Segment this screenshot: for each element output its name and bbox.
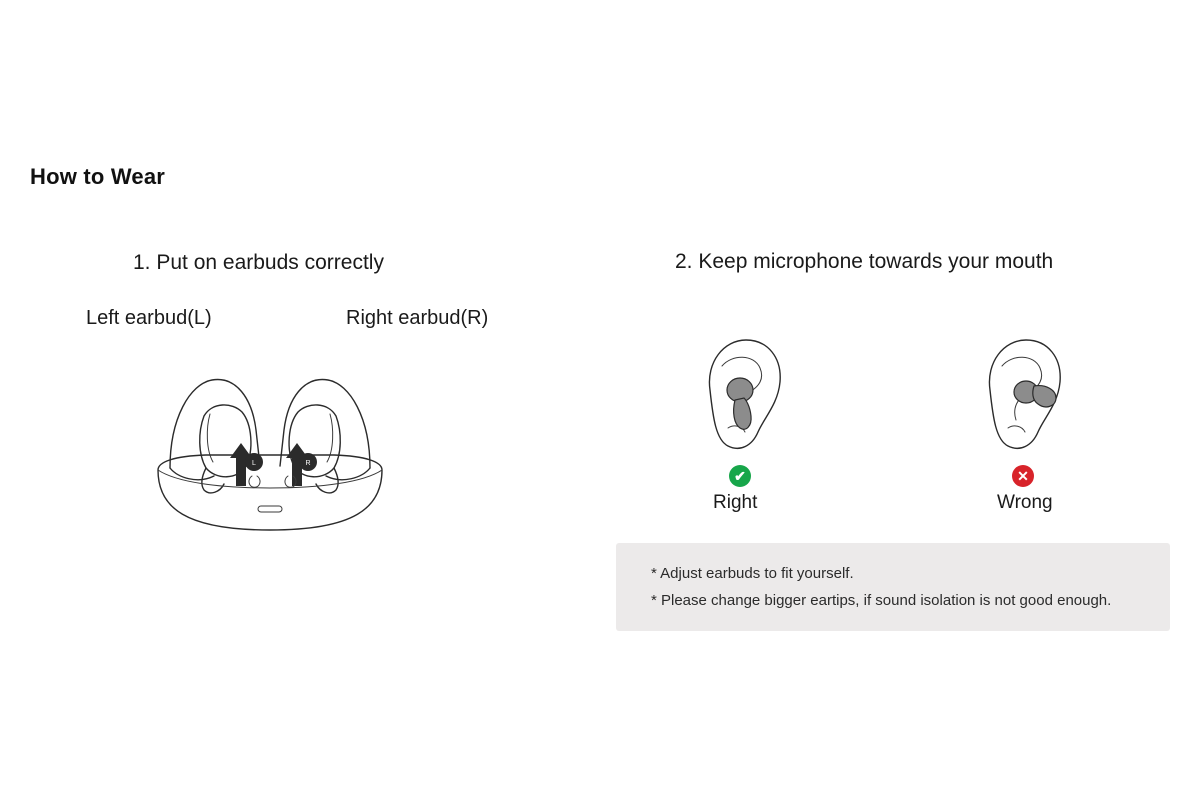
step-1-title: 1. Put on earbuds correctly xyxy=(133,251,384,274)
note-line-1: * Adjust earbuds to fit yourself. xyxy=(651,565,854,582)
ear-incorrect-illustration xyxy=(968,332,1078,457)
page-title: How to Wear xyxy=(30,164,166,189)
caption-wrong: Wrong xyxy=(997,492,1053,513)
bud-marker-left: L xyxy=(252,460,256,467)
step-2-title: 2. Keep microphone towards your mouth xyxy=(675,250,1054,273)
left-earbud-label: Left earbud(L) xyxy=(86,307,212,329)
bud-marker-right: R xyxy=(305,460,311,467)
caption-right: Right xyxy=(713,492,758,513)
right-earbud-label: Right earbud(R) xyxy=(346,307,489,329)
note-line-2: * Please change bigger eartips, if sound isolation is not good enough. xyxy=(651,592,1112,609)
ear-correct-illustration xyxy=(688,332,798,457)
cross-icon: ✕ xyxy=(1012,465,1034,487)
notes-panel xyxy=(616,543,1170,631)
charging-case-illustration xyxy=(140,358,400,543)
check-icon: ✔ xyxy=(729,465,751,487)
